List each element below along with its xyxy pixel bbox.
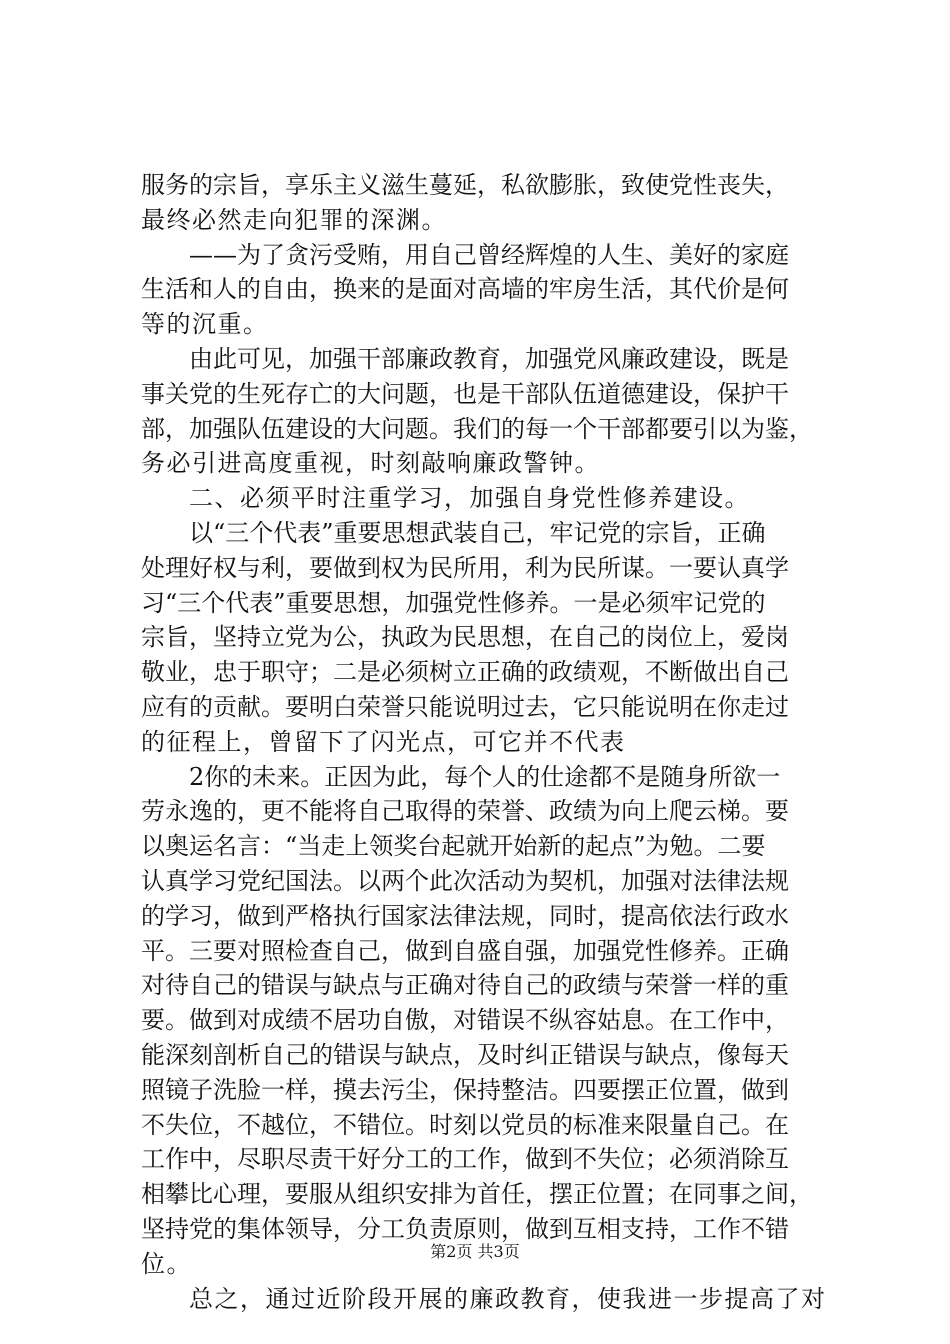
text-line: 生活和人的自由，换来的是面对高墙的牢房生活，其代价是何: [141, 275, 789, 304]
text-line: 对待自己的错误与缺点与正确对待自己的政绩与荣誉一样的重: [141, 971, 789, 1000]
text-line: 照镜子洗脸一样，摸去污尘，保持整洁。四要摆正位置，做到: [141, 1075, 789, 1104]
text-line: 不失位，不越位，不错位。时刻以党员的标准来限量自己。在: [141, 1110, 789, 1139]
text-line: 服务的宗旨，享乐主义滋生蔓延，私欲膨胀，致使党性丧失，: [141, 171, 789, 199]
text-line: 以奥运名言：“当走上领奖台起就开始新的起点”为勉。二要: [141, 832, 766, 861]
text-line: 最终必然走向犯罪的深渊。: [141, 205, 447, 234]
text-line: 坚持党的集体领导，分工负责原则，做到互相支持，工作不错: [141, 1214, 789, 1243]
text-line: 的征程上，曾留下了闪光点，可它并不代表: [141, 727, 626, 756]
text-line: 应有的贡献。要明白荣誉只能说明过去，它只能说明在你走过: [141, 692, 789, 721]
text-line: 相攀比心理，要服从组织安排为首任，摆正位置；在同事之间，: [141, 1180, 813, 1209]
text-line: 习“三个代表”重要思想，加强党性修养。一是必须牢记党的: [141, 588, 766, 617]
text-line: 劳永逸的，更不能将自己取得的荣誉、政绩为向上爬云梯。要: [141, 797, 789, 826]
text-line: 宗旨，坚持立党为公，执政为民思想，在自己的岗位上，爱岗: [141, 623, 789, 652]
text-line: 平。三要对照检查自己，做到自盛自强，加强党性修养。正确: [141, 936, 789, 965]
page-footer: 第2页 共3页: [430, 1242, 520, 1261]
text-line: 要。做到对成绩不居功自傲，对错误不纵容姑息。在工作中，: [141, 1006, 789, 1035]
text-line: 敬业，忠于职守；二是必须树立正确的政绩观，不断做出自己: [141, 658, 789, 687]
text-line: 位。: [141, 1249, 192, 1278]
text-line: 等的沉重。: [141, 310, 269, 339]
document-body: [141, 168, 841, 1316]
text-line: 认真学习党纪国法。以两个此次活动为契机，加强对法律法规: [141, 866, 789, 895]
text-line: 总之，通过近阶段开展的廉政教育，使我进一步提高了对: [189, 1284, 827, 1313]
text-line: 由此可见，加强干部廉政教育，加强党风廉政建设，既是: [189, 344, 789, 373]
text-line: 部，加强队伍建设的大问题。我们的每一个干部都要引以为鉴，: [141, 414, 813, 443]
text-line: ——为了贪污受贿，用自己曾经辉煌的人生、美好的家庭: [189, 240, 789, 269]
text-line: 的学习，做到严格执行国家法律法规，同时，提高依法行政水: [141, 901, 789, 930]
text-line: 务必引进高度重视，时刻敲响廉政警钟。: [141, 449, 600, 478]
text-line: 二、必须平时注重学习，加强自身党性修养建设。: [189, 484, 750, 513]
text-line: 事关党的生死存亡的大问题，也是干部队伍道德建设，保护干: [141, 379, 789, 408]
text-line: 处理好权与利，要做到权为民所用，利为民所谋。一要认真学: [141, 553, 789, 582]
text-line: 能深刻剖析自己的错误与缺点，及时纠正错误与缺点，像每天: [141, 1040, 789, 1069]
text-line: 工作中，尽职尽责干好分工的工作，做到不失位；必须消除互: [141, 1145, 789, 1174]
text-line: 以“三个代表”重要思想武装自己，牢记党的宗旨，正确: [189, 518, 766, 547]
text-line: 2你的未来。正因为此，每个人的仕途都不是随身所欲一: [189, 762, 781, 791]
